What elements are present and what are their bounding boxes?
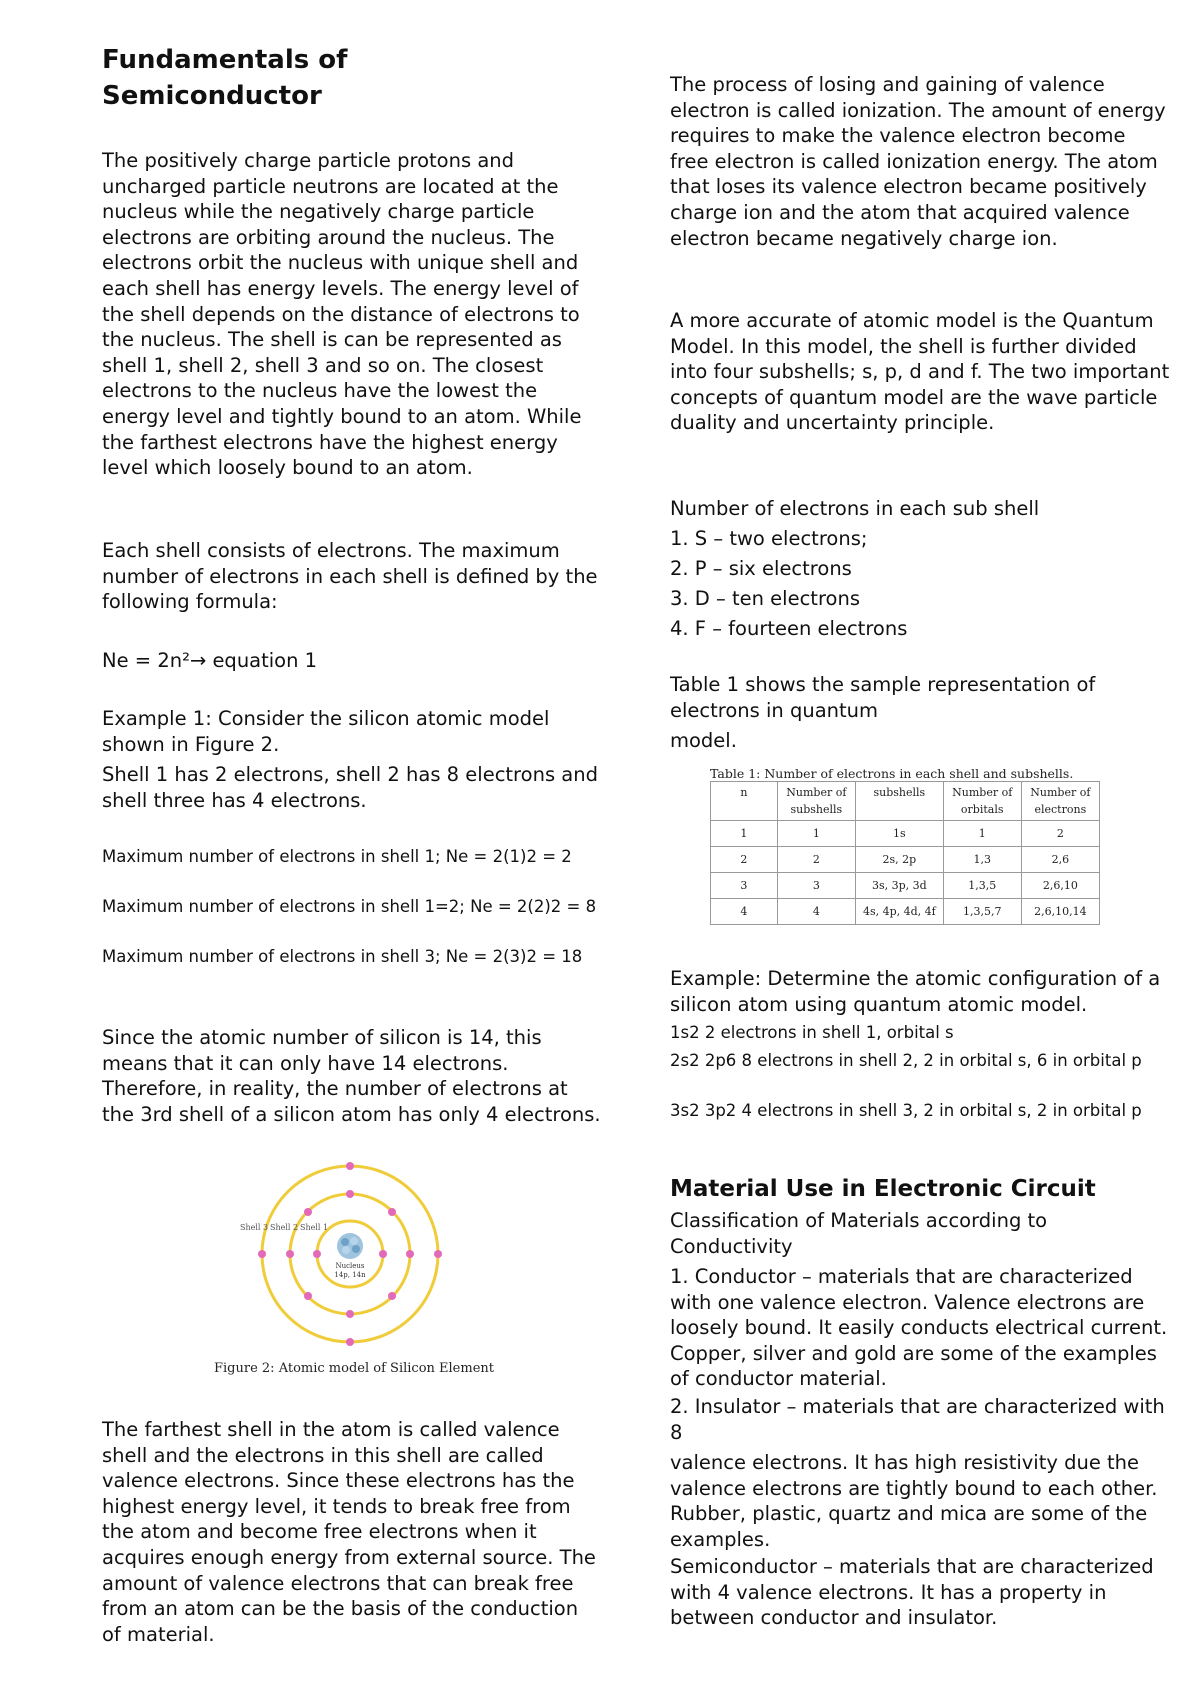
list-item: 3. D – ten electrons: [670, 587, 860, 610]
column-header: n: [711, 782, 778, 821]
table-row: [711, 821, 1100, 847]
table-intro: Table 1 shows the sample representation of electrons in quantum: [670, 673, 1102, 722]
figure-caption: Figure 2: Atomic model of Silicon Element: [214, 1361, 494, 1376]
section-title: Material Use in Electronic Circuit: [670, 1176, 1096, 1202]
electron: [346, 1190, 354, 1198]
column-header: Number of electrons: [1021, 782, 1099, 821]
equation-1: Ne = 2n²→ equation 1: [102, 649, 318, 672]
column-header: Number of orbitals: [943, 782, 1021, 821]
electron: [346, 1338, 354, 1346]
electron: [346, 1310, 354, 1318]
subshell-heading: Number of electrons in each sub shell: [670, 497, 1040, 520]
table-cell: 2,6,10: [1021, 873, 1099, 899]
electron: [258, 1250, 266, 1258]
table-cell: 2,6,10,14: [1021, 899, 1099, 925]
table-cell: 4s, 4p, 4d, 4f: [855, 899, 943, 925]
table-cell: 1: [777, 821, 855, 847]
max-electrons-shell-1: Maximum number of electrons in shell 1; Ne = 2(1)2 = 2: [102, 847, 572, 866]
list-item: 2. P – six electrons: [670, 557, 852, 580]
quantum-model-paragraph: A more accurate of atomic model is the Quantum Model. In this model, the shell is further divided into four subshells; s, p, d and f. The two important concepts of quantum model are the wave particle duality and uncertainty principle.: [670, 309, 1176, 435]
table-cell: 1: [711, 821, 778, 847]
classification-heading: Classification of Materials according to Conductivity: [670, 1209, 1054, 1258]
table-cell: 3: [777, 873, 855, 899]
insulator-paragraph: valence electrons. It has high resistivity due the valence electrons are tightly bound to each other. Rubber, plastic, quartz and mica are some of the examples.: [670, 1451, 1164, 1551]
list-item: 1. S – two electrons;: [670, 527, 868, 550]
electron: [313, 1250, 321, 1258]
table-cell: 2s, 2p: [855, 847, 943, 873]
table-cell: 1,3,5,7: [943, 899, 1021, 925]
nucleus-sublabel: 14p, 14n: [334, 1271, 366, 1279]
table-row: [711, 873, 1100, 899]
column-header: Number of subshells: [777, 782, 855, 821]
atomic-model-figure: [102, 1158, 602, 1378]
electron: [304, 1292, 312, 1300]
table-caption: Table 1: Number of electrons in each shell and subshells.: [710, 766, 1074, 781]
column-header: subshells: [855, 782, 943, 821]
silicon-paragraph: Since the atomic number of silicon is 14, this means that it can only have 14 electrons. Therefore, in reality, the number of electrons at the 3rd shell of a silicon atom has only 4 electrons.: [102, 1026, 601, 1126]
example-1-shells: Shell 1 has 2 electrons, shell 2 has 8 electrons and shell three has 4 electrons.: [102, 763, 605, 812]
table-intro-end: model.: [670, 729, 737, 752]
electron: [286, 1250, 294, 1258]
electron-table: [710, 781, 1100, 925]
nucleus-icon: [337, 1233, 363, 1259]
table-cell: 1,3: [943, 847, 1021, 873]
electron: [346, 1162, 354, 1170]
electron: [379, 1250, 387, 1258]
electron: [304, 1208, 312, 1216]
insulator-intro: 2. Insulator – materials that are characterized with 8: [670, 1395, 1171, 1444]
electron: [434, 1250, 442, 1258]
shell-2-label: Shell 2: [270, 1223, 299, 1232]
example-1-intro: Example 1: Consider the silicon atomic model shown in Figure 2.: [102, 707, 556, 756]
intro-paragraph: The positively charge particle protons and uncharged particle neutrons are located at the nucleus while the negatively charge particle electrons are orbiting around the nucleus. The electrons orbit the nucleus with unique shell and each shell has energy levels. The energy level of the shell depends on the distance of electrons to the nucleus. The shell is can be represented as shell 1, shell 2, shell 3 and so on. The closest electrons to the nucleus have the lowest the energy level and tightly bound to an atom. While the farthest electrons have the highest energy level which loosely bound to an atom.: [102, 149, 588, 480]
list-item: 4. F – fourteen electrons: [670, 617, 908, 640]
shell-3-label: Shell 3: [240, 1223, 269, 1232]
table-cell: 2,6: [1021, 847, 1099, 873]
shell-paragraph: Each shell consists of electrons. The maximum number of electrons in each shell is defined by the following formula:: [102, 539, 604, 614]
table-cell: 1: [943, 821, 1021, 847]
subshell-list: [670, 494, 1170, 644]
config-shell-1: 1s2 2 electrons in shell 1, orbital s: [670, 1023, 954, 1042]
page-title: Fundamentals of Semiconductor: [102, 45, 348, 111]
semiconductor-paragraph: Semiconductor – materials that are characterized with 4 valence electrons. It has a property in between conductor and insulator.: [670, 1555, 1160, 1630]
table-cell: 2: [777, 847, 855, 873]
conductor-paragraph: 1. Conductor – materials that are characterized with one valence electron. Valence electrons are loosely bound. It easily conducts electrical current. Copper, silver and gold are some of the examples of conductor material.: [670, 1265, 1174, 1391]
electron: [388, 1292, 396, 1300]
table-cell: 1,3,5: [943, 873, 1021, 899]
table-cell: 2: [711, 847, 778, 873]
table-row: [711, 847, 1100, 873]
table-cell: 2: [1021, 821, 1099, 847]
table-row: [711, 899, 1100, 925]
config-shell-3: 3s2 3p2 4 electrons in shell 3, 2 in orbital s, 2 in orbital p: [670, 1101, 1142, 1120]
nucleus-label: Nucleus: [335, 1262, 365, 1270]
table-cell: 4: [711, 899, 778, 925]
electron: [406, 1250, 414, 1258]
electron-table-block: [710, 766, 1110, 925]
max-electrons-shell-2: Maximum number of electrons in shell 1=2; Ne = 2(2)2 = 8: [102, 897, 597, 916]
max-electrons-shell-3: Maximum number of electrons in shell 3; Ne = 2(3)2 = 18: [102, 947, 583, 966]
shell-1-label: Shell 1: [300, 1223, 329, 1232]
table-header-row: [711, 782, 1100, 821]
config-shell-2: 2s2 2p6 8 electrons in shell 2, 2 in orbital s, 6 in orbital p: [670, 1051, 1142, 1070]
table-cell: 3s, 3p, 3d: [855, 873, 943, 899]
electron: [388, 1208, 396, 1216]
table-cell: 4: [777, 899, 855, 925]
ionization-paragraph: The process of losing and gaining of valence electron is called ionization. The amount of energy requires to make the valence electron become free electron is called ionization energy. The atom that loses its valence electron became positively charge ion and the atom that acquired valence electron became negatively charge ion.: [670, 73, 1172, 250]
example-configuration: Example: Determine the atomic configuration of a silicon atom using quantum atomic model.: [670, 967, 1167, 1016]
valence-paragraph: The farthest shell in the atom is called valence shell and the electrons in this shell are called valence electrons. Since these electrons has the highest energy level, it tends to break free from the atom and become free electrons when it acquires enough energy from external source. The amount of valence electrons that can break free from an atom can be the basis of the conduction of material.: [102, 1418, 603, 1646]
table-cell: 3: [711, 873, 778, 899]
silicon-atom-diagram: [102, 1158, 602, 1378]
table-cell: 1s: [855, 821, 943, 847]
